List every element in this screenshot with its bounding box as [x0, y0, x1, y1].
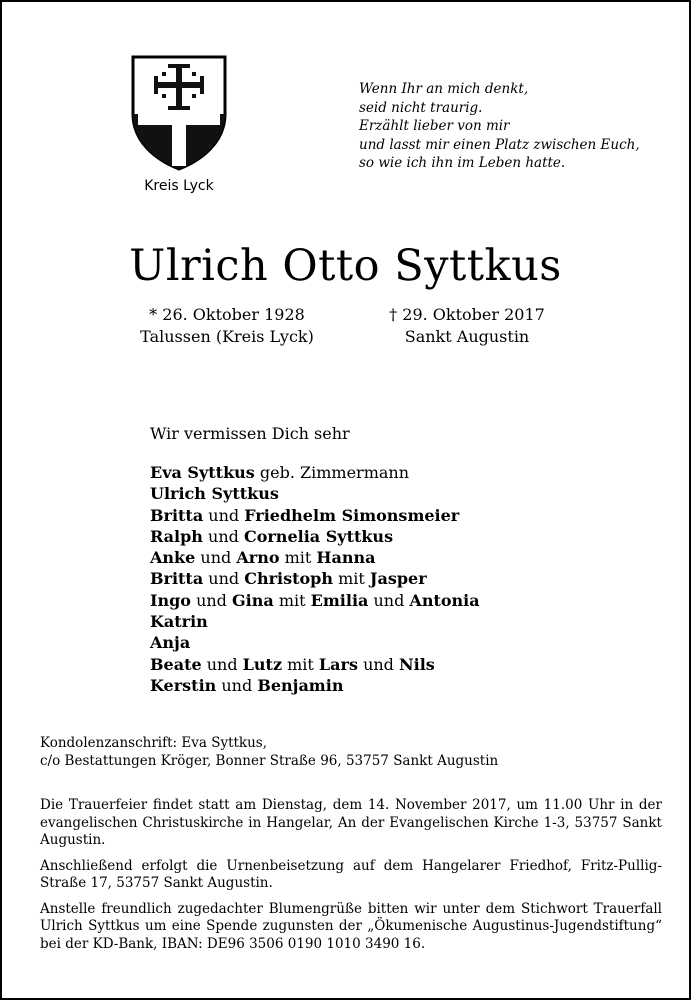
mourner-line — [150, 590, 480, 611]
poem-line: Erzählt lieber von mir — [359, 118, 510, 134]
mourner-name: Katrin — [150, 612, 208, 632]
mourner-connector: mit — [279, 548, 317, 568]
birth-place: Talussen (Kreis Lyck) — [140, 327, 314, 346]
mourner-connector: geb. Zimmermann — [254, 463, 410, 482]
crest-caption: Kreis Lyck — [144, 178, 214, 194]
mourner-line — [150, 675, 480, 696]
poem — [359, 80, 640, 173]
coat-of-arms-icon — [130, 54, 228, 172]
mourner-connector: und — [201, 654, 243, 674]
ceremony-paragraph: Die Trauerfeier findet statt am Dienstag, dem 14. November 2017, um 11.00 Uhr in der evangelischen Christuskirche in Hangelar, An der Evangelischen Kirche 1-3, 53757 Sankt Augustin. — [40, 797, 662, 848]
mourner-line — [150, 526, 480, 547]
mourner-name: Emilia — [310, 590, 369, 610]
mourner-name: Britta — [150, 569, 204, 589]
mourner-connector: und — [357, 654, 400, 674]
mourner-line — [150, 483, 480, 504]
mourner-connector: mit — [282, 654, 319, 674]
mourner-connector: und — [195, 548, 237, 568]
mourner-line — [150, 632, 480, 653]
death-place: Sankt Augustin — [404, 327, 530, 346]
mourner-name: Jasper — [369, 569, 427, 589]
burial-paragraph: Anschließend erfolgt die Urnenbeisetzung auf dem Hangelarer Friedhof, Fritz-Pullig-Straße 17, 53757 Sankt Augustin. — [40, 857, 662, 891]
mourners-list — [150, 462, 480, 696]
mourner-name: Cornelia Syttkus — [243, 526, 394, 546]
mourner-name: Anke — [150, 548, 196, 568]
mourner-name: Antonia — [409, 590, 480, 610]
mourner-name: Eva Syttkus — [150, 463, 255, 482]
deceased-name: Ulrich Otto Syttkus — [129, 241, 562, 291]
mourner-connector: mit — [332, 569, 370, 589]
mourner-connector: und — [190, 590, 233, 610]
mourner-line — [150, 654, 480, 675]
mourner-connector: mit — [273, 590, 311, 610]
mourner-connector: und — [216, 675, 258, 695]
mourner-line — [150, 568, 480, 589]
birth-info — [132, 304, 322, 348]
mourner-name: Gina — [232, 590, 274, 610]
mourner-name: Arno — [236, 548, 280, 568]
mourner-line — [150, 611, 480, 632]
mourner-line — [150, 505, 480, 526]
mourner-line — [150, 462, 480, 483]
mourner-line — [150, 547, 480, 568]
death-date: † 29. Oktober 2017 — [389, 305, 545, 324]
mourner-name: Nils — [399, 654, 435, 674]
donation-paragraph: Anstelle freundlich zugedachter Blumengrüße bitten wir unter dem Stichwort Trauerfall Ulrich Syttkus um eine Spende zugunsten der „Ökumenische Augustinus-Jugendstiftung“ bei der KD-Bank, IBAN: DE96 3506 0190 1010 3490 16. — [40, 900, 662, 952]
condolence-line: Kondolenzanschrift: Eva Syttkus, — [40, 735, 268, 751]
condolence-address — [40, 735, 662, 770]
mourner-name: Ralph — [150, 526, 203, 546]
poem-line: und lasst mir einen Platz zwischen Euch, — [359, 136, 640, 153]
mourner-name: Britta — [150, 505, 204, 525]
mourner-name: Ulrich Syttkus — [150, 484, 279, 504]
poem-line: so wie ich ihn im Leben hatte. — [359, 155, 566, 171]
mourner-connector: und — [203, 569, 245, 589]
mourner-name: Anja — [150, 633, 191, 653]
mourner-name: Friedhelm Simonsmeier — [244, 505, 460, 525]
miss-text: Wir vermissen Dich sehr — [150, 424, 350, 443]
poem-line: Wenn Ihr an mich denkt, — [359, 81, 529, 97]
birth-date: * 26. Oktober 1928 — [149, 305, 305, 324]
mourner-name: Lars — [318, 654, 358, 674]
death-info — [380, 304, 554, 348]
mourner-connector: und — [203, 505, 245, 525]
mourner-name: Beate — [150, 654, 202, 674]
mourner-name: Christoph — [244, 569, 333, 589]
mourner-connector: und — [368, 590, 410, 610]
funeral-info — [40, 797, 662, 961]
mourner-name: Kerstin — [150, 675, 217, 695]
condolence-line: c/o Bestattungen Kröger, Bonner Straße 96, 53757 Sankt Augustin — [40, 752, 499, 769]
mourner-name: Lutz — [242, 654, 283, 674]
mourner-connector: und — [202, 526, 244, 546]
mourner-name: Hanna — [316, 548, 376, 568]
mourner-name: Ingo — [150, 590, 191, 610]
poem-line: seid nicht traurig. — [359, 99, 483, 116]
mourner-name: Benjamin — [257, 675, 344, 695]
